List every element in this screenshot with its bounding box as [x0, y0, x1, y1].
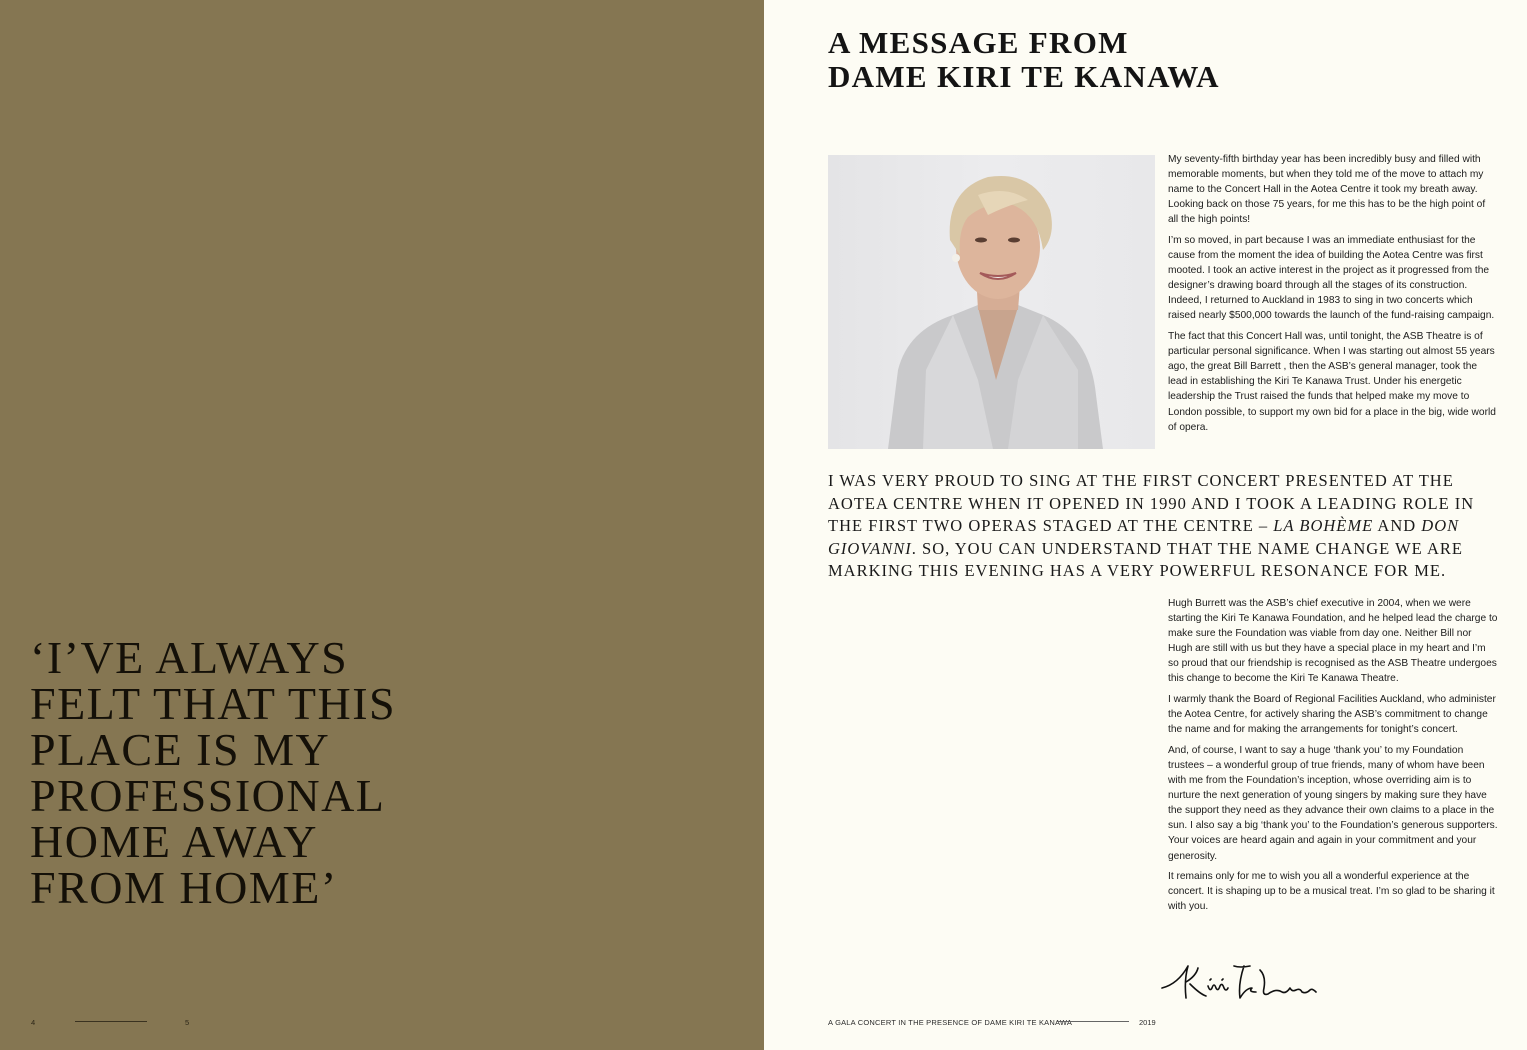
- footer-divider: [75, 1021, 147, 1022]
- mid-quote-and: AND: [1373, 516, 1422, 536]
- footer-divider: [1057, 1021, 1129, 1022]
- body-text-top: [1168, 152, 1498, 440]
- right-page-footer: [828, 1018, 1168, 1030]
- pull-quote: ‘I’VE ALWAYS FELT THAT THIS PLACE IS MY PROFESSIONAL HOME AWAY FROM HOME’: [30, 632, 397, 913]
- body-paragraph: I’m so moved, in part because I was an immediate enthusiast for the cause from the moment the idea of building the Aotea Centre was first mooted. I took an active interest in the project as it progressed from the designer’s drawing board through all the stages of its construction. Indeed, I returned to Auckland in 1983 to sing in two concerts which raised nearly $500,000 towards the launch of the fund-raising campaign.: [1168, 234, 1495, 322]
- page-number-left: 4: [31, 1018, 36, 1027]
- mid-quote: [828, 470, 1488, 583]
- signature-drawing: [1156, 958, 1326, 1006]
- body-paragraph: Hugh Burrett was the ASB’s chief executive in 2004, when we were starting the Kiri Te Kanawa Foundation, and he helped lead the charge to make sure the Foundation was viable from day one. Neither Bill nor Hugh are still with us but they have a special place in my heart and I’m so proud that our friendship is recognised as the ASB Theatre undergoes this change to become the Kiri Te Kanawa Theatre.: [1168, 598, 1498, 685]
- signature: [1156, 958, 1326, 1006]
- title-line-2: DAME KIRI TE KANAWA: [828, 59, 1220, 94]
- mid-quote-part-2: . SO, YOU CAN UNDERSTAND THAT THE NAME CHANGE WE ARE MARKING THIS EVENING HAS A VERY POWERFUL RESONANCE FOR ME.: [828, 538, 1463, 581]
- page-number-right: 5: [185, 1018, 190, 1027]
- portrait-illustration: [828, 155, 1155, 449]
- body-paragraph: My seventy-fifth birthday year has been incredibly busy and filled with memorable moments, but when they told me of the move to attach my name to the Concert Hall in the Aotea Centre it took my breath away. Looking back on those 75 years, for me this has to be the high point of all the high points!: [1168, 154, 1486, 226]
- footer-caption: A GALA CONCERT IN THE PRESENCE OF DAME KIRI TE KANAWA: [828, 1018, 1073, 1027]
- right-page: [764, 0, 1527, 1050]
- page-title: [828, 26, 1328, 94]
- left-page-footer: [31, 1018, 201, 1030]
- opera-title-don-giovanni: DON GIOVANNI: [828, 516, 1460, 558]
- body-text-bottom: [1168, 596, 1498, 920]
- body-paragraph: And, of course, I want to say a huge ‘thank you’ to my Foundation trustees – a wonderful group of true friends, many of whom have been with me from the Foundation’s inception, whose overriding aim is to nurture the next generation of young singers by making sure they have the support they need as they advance their own claims to a place in the sun. I also say a big ‘thank you’ to the Foundation’s generous supporters. Your voices are heard again and again in your commitment and your generosity.: [1168, 744, 1498, 862]
- mid-quote-part-1: I WAS VERY PROUD TO SING AT THE FIRST CONCERT PRESENTED AT THE AOTEA CENTRE WHEN IT OPENED IN 1990 AND I TOOK A LEADING ROLE IN THE FIRST TWO OPERAS STAGED AT THE CENTRE –: [828, 471, 1475, 536]
- footer-year: 2019: [1139, 1018, 1156, 1027]
- body-paragraph: It remains only for me to wish you all a wonderful experience at the concert. It is shaping up to be a musical treat. I’m so glad to be sharing it with you.: [1168, 871, 1495, 913]
- portrait-photo: [828, 155, 1155, 449]
- opera-title-la-boheme: LA BOHÈME: [1273, 516, 1374, 536]
- body-paragraph: I warmly thank the Board of Regional Facilities Auckland, who administer the Aotea Centre, for actively sharing the ASB’s commitment to change the name and for making the arrangements for tonight’s concert.: [1168, 694, 1496, 736]
- title-line-1: A MESSAGE FROM: [828, 25, 1129, 60]
- body-paragraph: The fact that this Concert Hall was, until tonight, the ASB Theatre is of particular personal significance. When I was starting out almost 55 years ago, the great Bill Barrett , then the ASB’s general manager, took the lead in establishing the Kiri Te Kanawa Trust. Under his energetic leadership the Trust raised the funds that helped make my move to London possible, to support my own bid for a place in the big, wide world of opera.: [1168, 331, 1496, 433]
